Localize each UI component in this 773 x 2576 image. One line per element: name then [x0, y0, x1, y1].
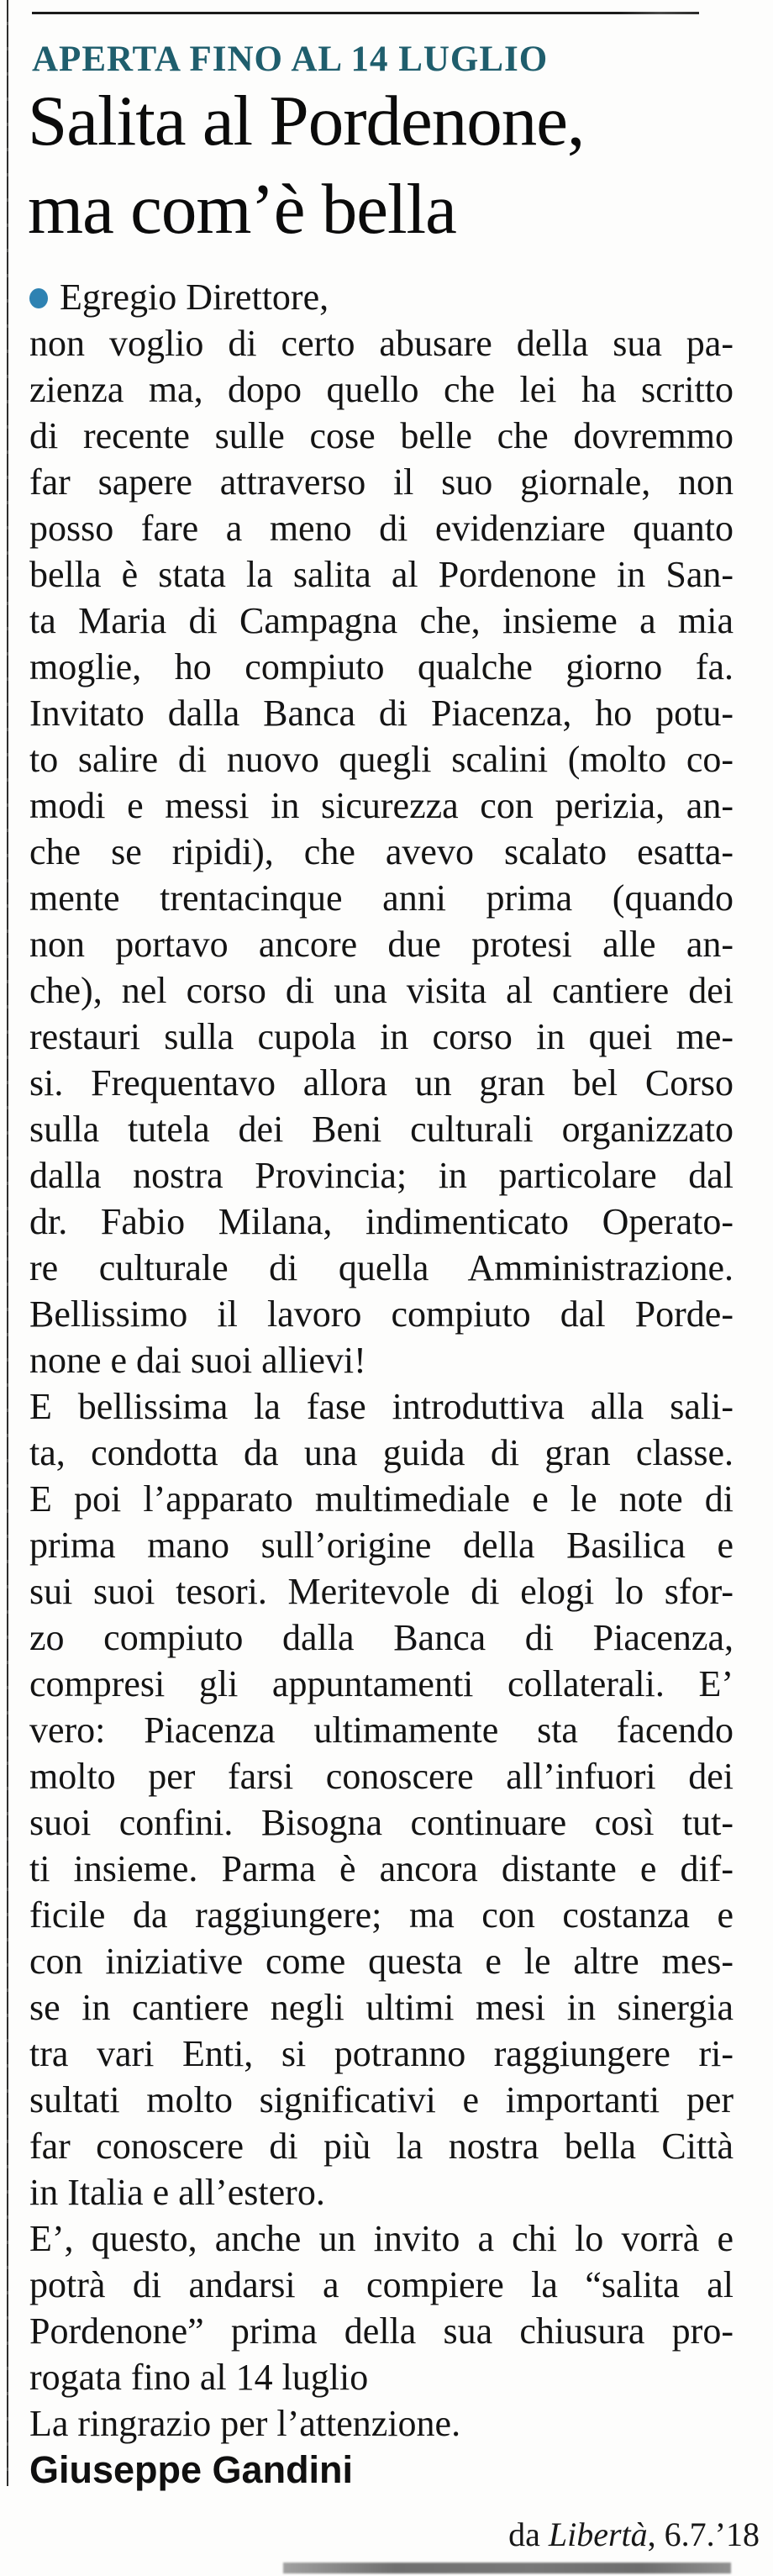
article-line: di recente sulle cose belle che dovremmo: [29, 415, 734, 456]
article-line: in Italia e all’estero.: [29, 2172, 325, 2213]
attribution: [508, 2515, 760, 2554]
article-line: modi e messi in sicurezza con perizia, an-: [29, 785, 734, 826]
article-line: non voglio di certo abusare della sua pa-: [29, 323, 734, 364]
article-line: molto per farsi conoscere all’infuori dei: [29, 1756, 734, 1797]
article-line: E bellissima la fase introduttiva alla sali-: [29, 1386, 734, 1427]
article-line: far conoscere di più la nostra bella Città: [29, 2126, 734, 2167]
scan-artifact-strip: [283, 2563, 731, 2573]
article-line: dalla nostra Provincia; in particolare dal: [29, 1155, 734, 1196]
article-line: con iniziative come questa e le altre mes-: [29, 1941, 734, 1982]
article-line: ficile da raggiungere; ma con costanza e: [29, 1894, 734, 1936]
article-line: far sapere attraverso il suo giornale, non: [29, 461, 734, 503]
article-line: se in cantiere negli ultimi mesi in sinergia: [29, 1987, 734, 2028]
article-line: non portavo ancore due protesi alle an-: [29, 924, 734, 965]
attribution-source: Libertà: [548, 2515, 648, 2553]
article-line: Bellissimo il lavoro compiuto dal Porde-: [29, 1293, 734, 1335]
article-line: tra vari Enti, si potranno raggiungere ri-: [29, 2033, 734, 2074]
closing-line: La ringrazio per l’attenzione.: [29, 2403, 461, 2444]
top-divider-rule: [32, 12, 699, 14]
article-body: [29, 274, 734, 2493]
article-line: prima mano sull’origine della Basilica e: [29, 1525, 734, 1566]
article-line: E’, questo, anche un invito a chi lo vorrà e: [29, 2218, 734, 2259]
signature: Giuseppe Gandini: [29, 2448, 354, 2491]
article-line: si. Frequentavo allora un gran bel Corso: [29, 1062, 734, 1104]
article-line: zienza ma, dopo quello che lei ha scritto: [29, 369, 734, 410]
article-line: E poi l’apparato multimediale e le note di: [29, 1478, 734, 1520]
article-line: dr. Fabio Milana, indimenticato Operato-: [29, 1201, 734, 1242]
article-line: ta Maria di Campagna che, insieme a mia: [29, 600, 734, 641]
article-line: none e dai suoi allievi!: [29, 1340, 366, 1381]
article-line: mente trentacinque anni prima (quando: [29, 877, 734, 919]
article-line: bella è stata la salita al Pordenone in San-: [29, 554, 734, 595]
article-line: che se ripidi), che avevo scalato esatta-: [29, 831, 734, 872]
attribution-suffix: , 6.7.’18: [647, 2515, 760, 2553]
article-line: Invitato dalla Banca di Piacenza, ho potu-: [29, 693, 734, 734]
attribution-prefix: da: [508, 2515, 549, 2553]
article-line: posso fare a meno di evidenziare quanto: [29, 508, 734, 549]
article-line: restauri sulla cupola in corso in quei me-: [29, 1016, 734, 1057]
salutation-row: [29, 274, 734, 320]
article-line: rogata fino al 14 luglio: [29, 2357, 369, 2398]
salutation: Egregio Direttore,: [60, 277, 329, 318]
bullet-icon: [29, 288, 48, 308]
left-column-rule: [7, 0, 8, 2486]
headline-line-1: Salita al Pordenone,: [28, 82, 585, 161]
article-line: Pordenone” prima della sua chiusura pro-: [29, 2310, 734, 2352]
article-line: ta, condotta da una guida di gran classe.: [29, 1432, 734, 1473]
article-line: sultati molto significativi e importanti per: [29, 2079, 734, 2120]
article-line: ti insieme. Parma è ancora distante e dif-: [29, 1848, 734, 1889]
article-line: zo compiuto dalla Banca di Piacenza,: [29, 1617, 734, 1658]
article-line: moglie, ho compiuto qualche giorno fa.: [29, 646, 734, 687]
article-line: vero: Piacenza ultimamente sta facendo: [29, 1709, 734, 1751]
article-line: re culturale di quella Amministrazione.: [29, 1247, 734, 1288]
headline-line-2: ma com’è bella: [28, 170, 456, 249]
article-lines: [29, 320, 734, 2400]
article-line: sui suoi tesori. Meritevole di elogi lo sfor-: [29, 1571, 734, 1612]
article-line: che), nel corso di una visita al cantiere dei: [29, 970, 734, 1011]
kicker: APERTA FINO AL 14 LUGLIO: [32, 40, 549, 79]
article-line: sulla tutela dei Beni culturali organizzato: [29, 1109, 734, 1150]
headline: [28, 77, 750, 254]
article-line: potrà di andarsi a compiere la “salita al: [29, 2264, 734, 2305]
article-line: compresi gli appuntamenti collaterali. E’: [29, 1663, 734, 1704]
article-line: to salire di nuovo quegli scalini (molto co-: [29, 739, 734, 780]
article-line: suoi confini. Bisogna continuare così tut-: [29, 1802, 734, 1843]
